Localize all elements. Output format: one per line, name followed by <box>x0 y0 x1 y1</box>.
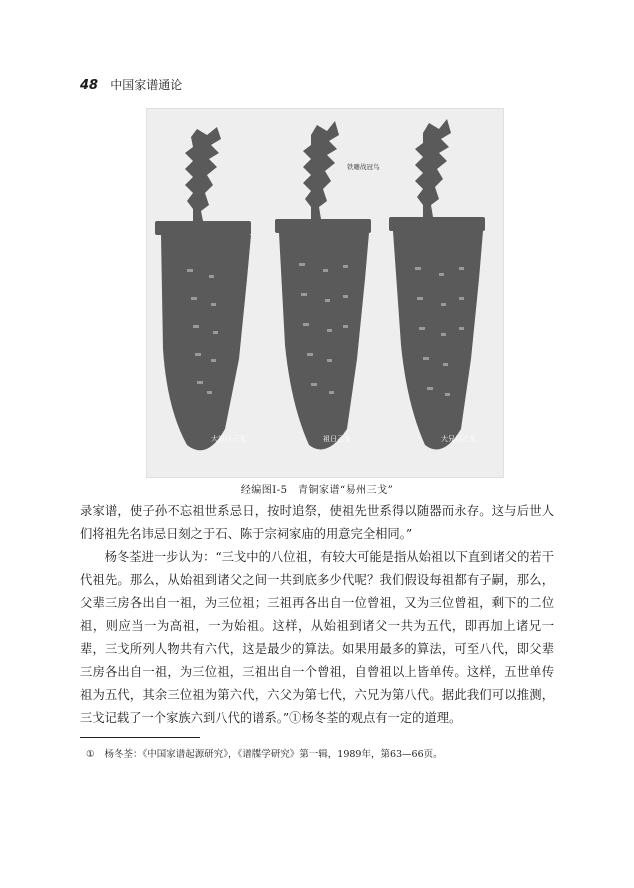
footnote-divider <box>80 737 200 738</box>
body-text <box>80 500 554 730</box>
figure-annotation: 铁雕战冠鸟 <box>347 163 380 171</box>
figure-bronze-dagger-axes <box>146 108 504 478</box>
running-header <box>80 76 182 93</box>
blade-label-1: 大祖日己戈 <box>211 435 246 443</box>
page-number: 48 <box>80 78 99 93</box>
footnote-text: 杨冬荃：《中国家谱起源研究》，《谱牒学研究》第一辑，1989年，第63—66页。 <box>104 749 443 760</box>
figure-caption: 经编图Ⅰ-5 青铜家谱“易州三戈” <box>240 485 394 496</box>
book-title: 中国家谱通论 <box>110 78 183 92</box>
blade-label-3: 大兄日乙戈 <box>441 435 476 443</box>
blade-label-2: 祖日乙戈 <box>323 435 351 443</box>
paragraph-1: 录家谱，使子孙不忘祖世系忌日，按时追祭，使祖先世系得以随器而永存。这与后世人们将祖先名讳忌日刻之于石、陈于宗祠家庙的用意完全相同。” <box>80 504 554 541</box>
dagger-axes-illustration <box>147 109 503 477</box>
dagger-axe-3 <box>389 119 485 449</box>
dagger-axe-1 <box>155 127 251 450</box>
footnote-mark: ① <box>86 749 95 760</box>
footnote <box>86 746 556 760</box>
paragraph-2: 杨冬荃进一步认为：“三戈中的八位祖，有较大可能是指从始祖以下直到诸父的若干代祖先。那么，从始祖到诸父之间一共到底多少代呢？我们假设每祖都有子嗣，那么，父辈三房各出自一祖，为三位祖；三祖再各出自一位曾祖，又为三位曾祖，剩下的二位祖，则应当一为高祖，一为始祖。这样，从始祖到诸父一共为五代，即再加上诸兄一辈，三戈所列人物共有六代，这是最少的算法。如果用最多的算法，可至八代，即父辈三房各出自一祖，为三位祖，三祖出自一个曾祖，自曾祖以上皆单传。这样，五世单传祖为五代，其余三位祖为第六代，六父为第七代，六兄为第八代。据此我们可以推测，三戈记载了一个家族六到八代的谱系。”①杨冬荃的观点有一定的道理。 <box>80 550 554 725</box>
